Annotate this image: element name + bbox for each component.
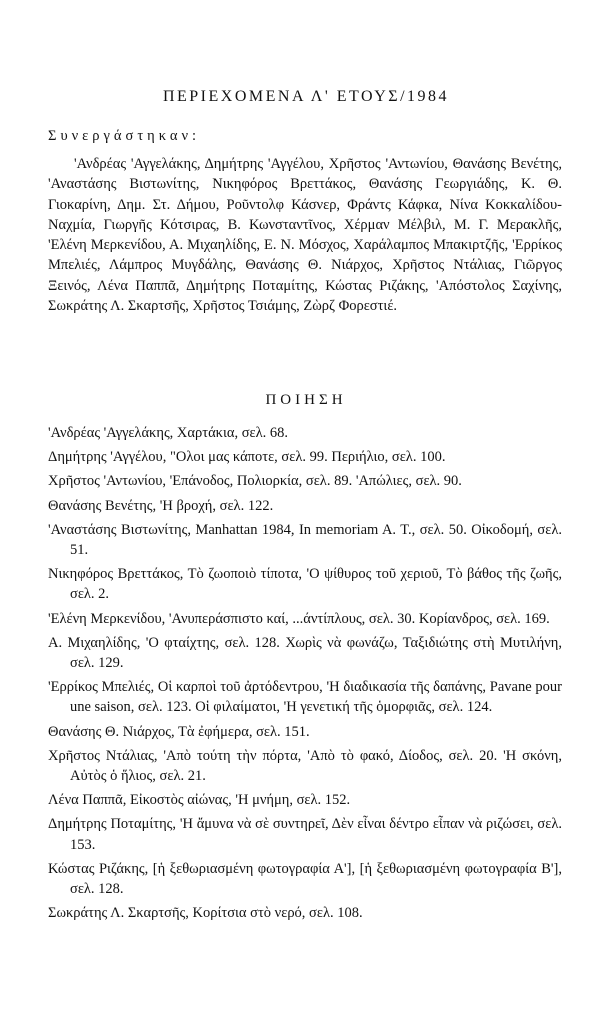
- poetry-entry: 'Ελένη Μερκενίδου, 'Ανυπεράσπιστο καί, ...άντίπλους, σελ. 30. Κορίανδρος, σελ. 169.: [48, 610, 550, 627]
- poetry-entry: Νικηφόρος Βρεττάκος, Τὸ ζωοποιὸ τίποτα, 'Ο ψίθυρος τοῦ χεριοῦ, Τὸ βάθος τῆς ζωῆς, σελ. 2.: [48, 566, 562, 603]
- poetry-entry: Θανάσης Βενέτης, 'Η βροχή, σελ. 122.: [48, 497, 274, 514]
- poetry-entry: Σωκράτης Λ. Σκαρτσῆς, Κορίτσια στὸ νερό, σελ. 108.: [48, 905, 363, 922]
- poetry-entry: Λένα Παππᾶ, Εἰκοστὸς αἰώνας, 'Η μνήμη, σελ. 152.: [48, 792, 351, 809]
- poetry-entry: Χρῆστος Ντάλιας, 'Απὸ τούτη τὴν πόρτα, 'Απὸ τὸ φακό, Δίοδος, σελ. 20. 'Η σκόνη, Αὐτὸς ὁ ἥλιος, σελ. 21.: [48, 747, 562, 785]
- poetry-entry: Θανάσης Θ. Νιάρχος, Τὰ ἐφήμερα, σελ. 151.: [48, 723, 310, 740]
- contributors-list: 'Ανδρέας 'Αγγελάκης, Δημήτρης 'Αγγέλου, Χρῆστος 'Αντωνίου, Θανάσης Βενέτης, 'Αναστάσης Βιστωνίτης, Νικηφόρος Βρεττάκος, Θανάσης Γεωργιάδης, Κ. Θ. Γιοκαρίνη, Δημ. Στ. Δήμου, Ροῦντολφ Κάσνερ, Φράντς Κάφκα, Νίνα Κοκκαλίδου-Ναχμία, Γιωργῆς Κότσιρας, Β. Κωνσταντῖνος, Χέρμαν Μέλβιλ, Μ. Γ. Μερακλῆς, 'Ελένη Μερκενίδου, Α. Μιχαηλίδης, Ε. Ν. Μόσχος, Χαράλαμπος Μπακιρτζῆς, 'Ερρίκος Μπελιές, Λάμπρος Μυγδάλης, Θανάσης Θ. Νιάρχος, Χρῆστος Ντάλιας, Γιῶργος Ξεινός, Λένα Παππᾶ, Δημήτρης Ποταμίτης, Κώστας Ριζάκης, 'Απόστολος Σαχίνης, Σωκράτης Λ. Σκαρτσῆς, Χρῆστος Τσιάμης, Ζὼρζ Φορεστιέ.: [48, 156, 562, 315]
- page-title: ΠΕΡΙΕΧΟΜΕΝΑ Λ' ΕΤΟΥΣ/1984: [162, 88, 450, 105]
- poetry-entry: Δημήτρης Ποταμίτης, 'Η ἄμυνα νὰ σὲ συντηρεῖ, Δὲν εἶναι δέντρο εἶπαν νὰ ριζώσει, σελ. 153.: [48, 816, 562, 853]
- section-heading-poetry: ΠΟΙΗΣΗ: [265, 392, 347, 408]
- poetry-entry: Κώστας Ριζάκης, [ἡ ξεθωριασμένη φωτογραφία Α'], [ἡ ξεθωριασμένη φωτογραφία Β'], σελ. 128.: [48, 860, 562, 898]
- poetry-entry: Χρῆστος 'Αντωνίου, 'Επάνοδος, Πολιορκία, σελ. 89. 'Απώλιες, σελ. 90.: [48, 473, 462, 490]
- contributors-heading: Συνεργάστηκαν:: [48, 128, 201, 144]
- poetry-entry: 'Αναστάσης Βιστωνίτης, Manhattan 1984, In memoriam A. T., σελ. 50. Οἰκοδομή, σελ. 51.: [48, 521, 562, 559]
- poetry-entry: 'Ερρίκος Μπελιές, Οἱ καρποὶ τοῦ ἀρτόδεντρου, 'Η διαδικασία τῆς δαπάνης, Pavane pour une saison, σελ. 123. Οἱ φιλαίματοι, 'Η γενετική τῆς ὁμορφιᾶς, σελ. 124.: [48, 679, 562, 716]
- poetry-entry: 'Ανδρέας 'Αγγελάκης, Χαρτάκια, σελ. 68.: [48, 425, 289, 441]
- poetry-entries-list: [48, 423, 562, 927]
- poetry-entry: Α. Μιχαηλίδης, 'Ο φταίχτης, σελ. 128. Χωρὶς νὰ φωνάζω, Ταξιδιώτης στὴ Μυτιλήνη, σελ. 129.: [48, 634, 562, 672]
- poetry-entry: Δημήτρης 'Αγγέλου, "Ολοι μας κάποτε, σελ. 99. Περιήλιο, σελ. 100.: [48, 449, 446, 466]
